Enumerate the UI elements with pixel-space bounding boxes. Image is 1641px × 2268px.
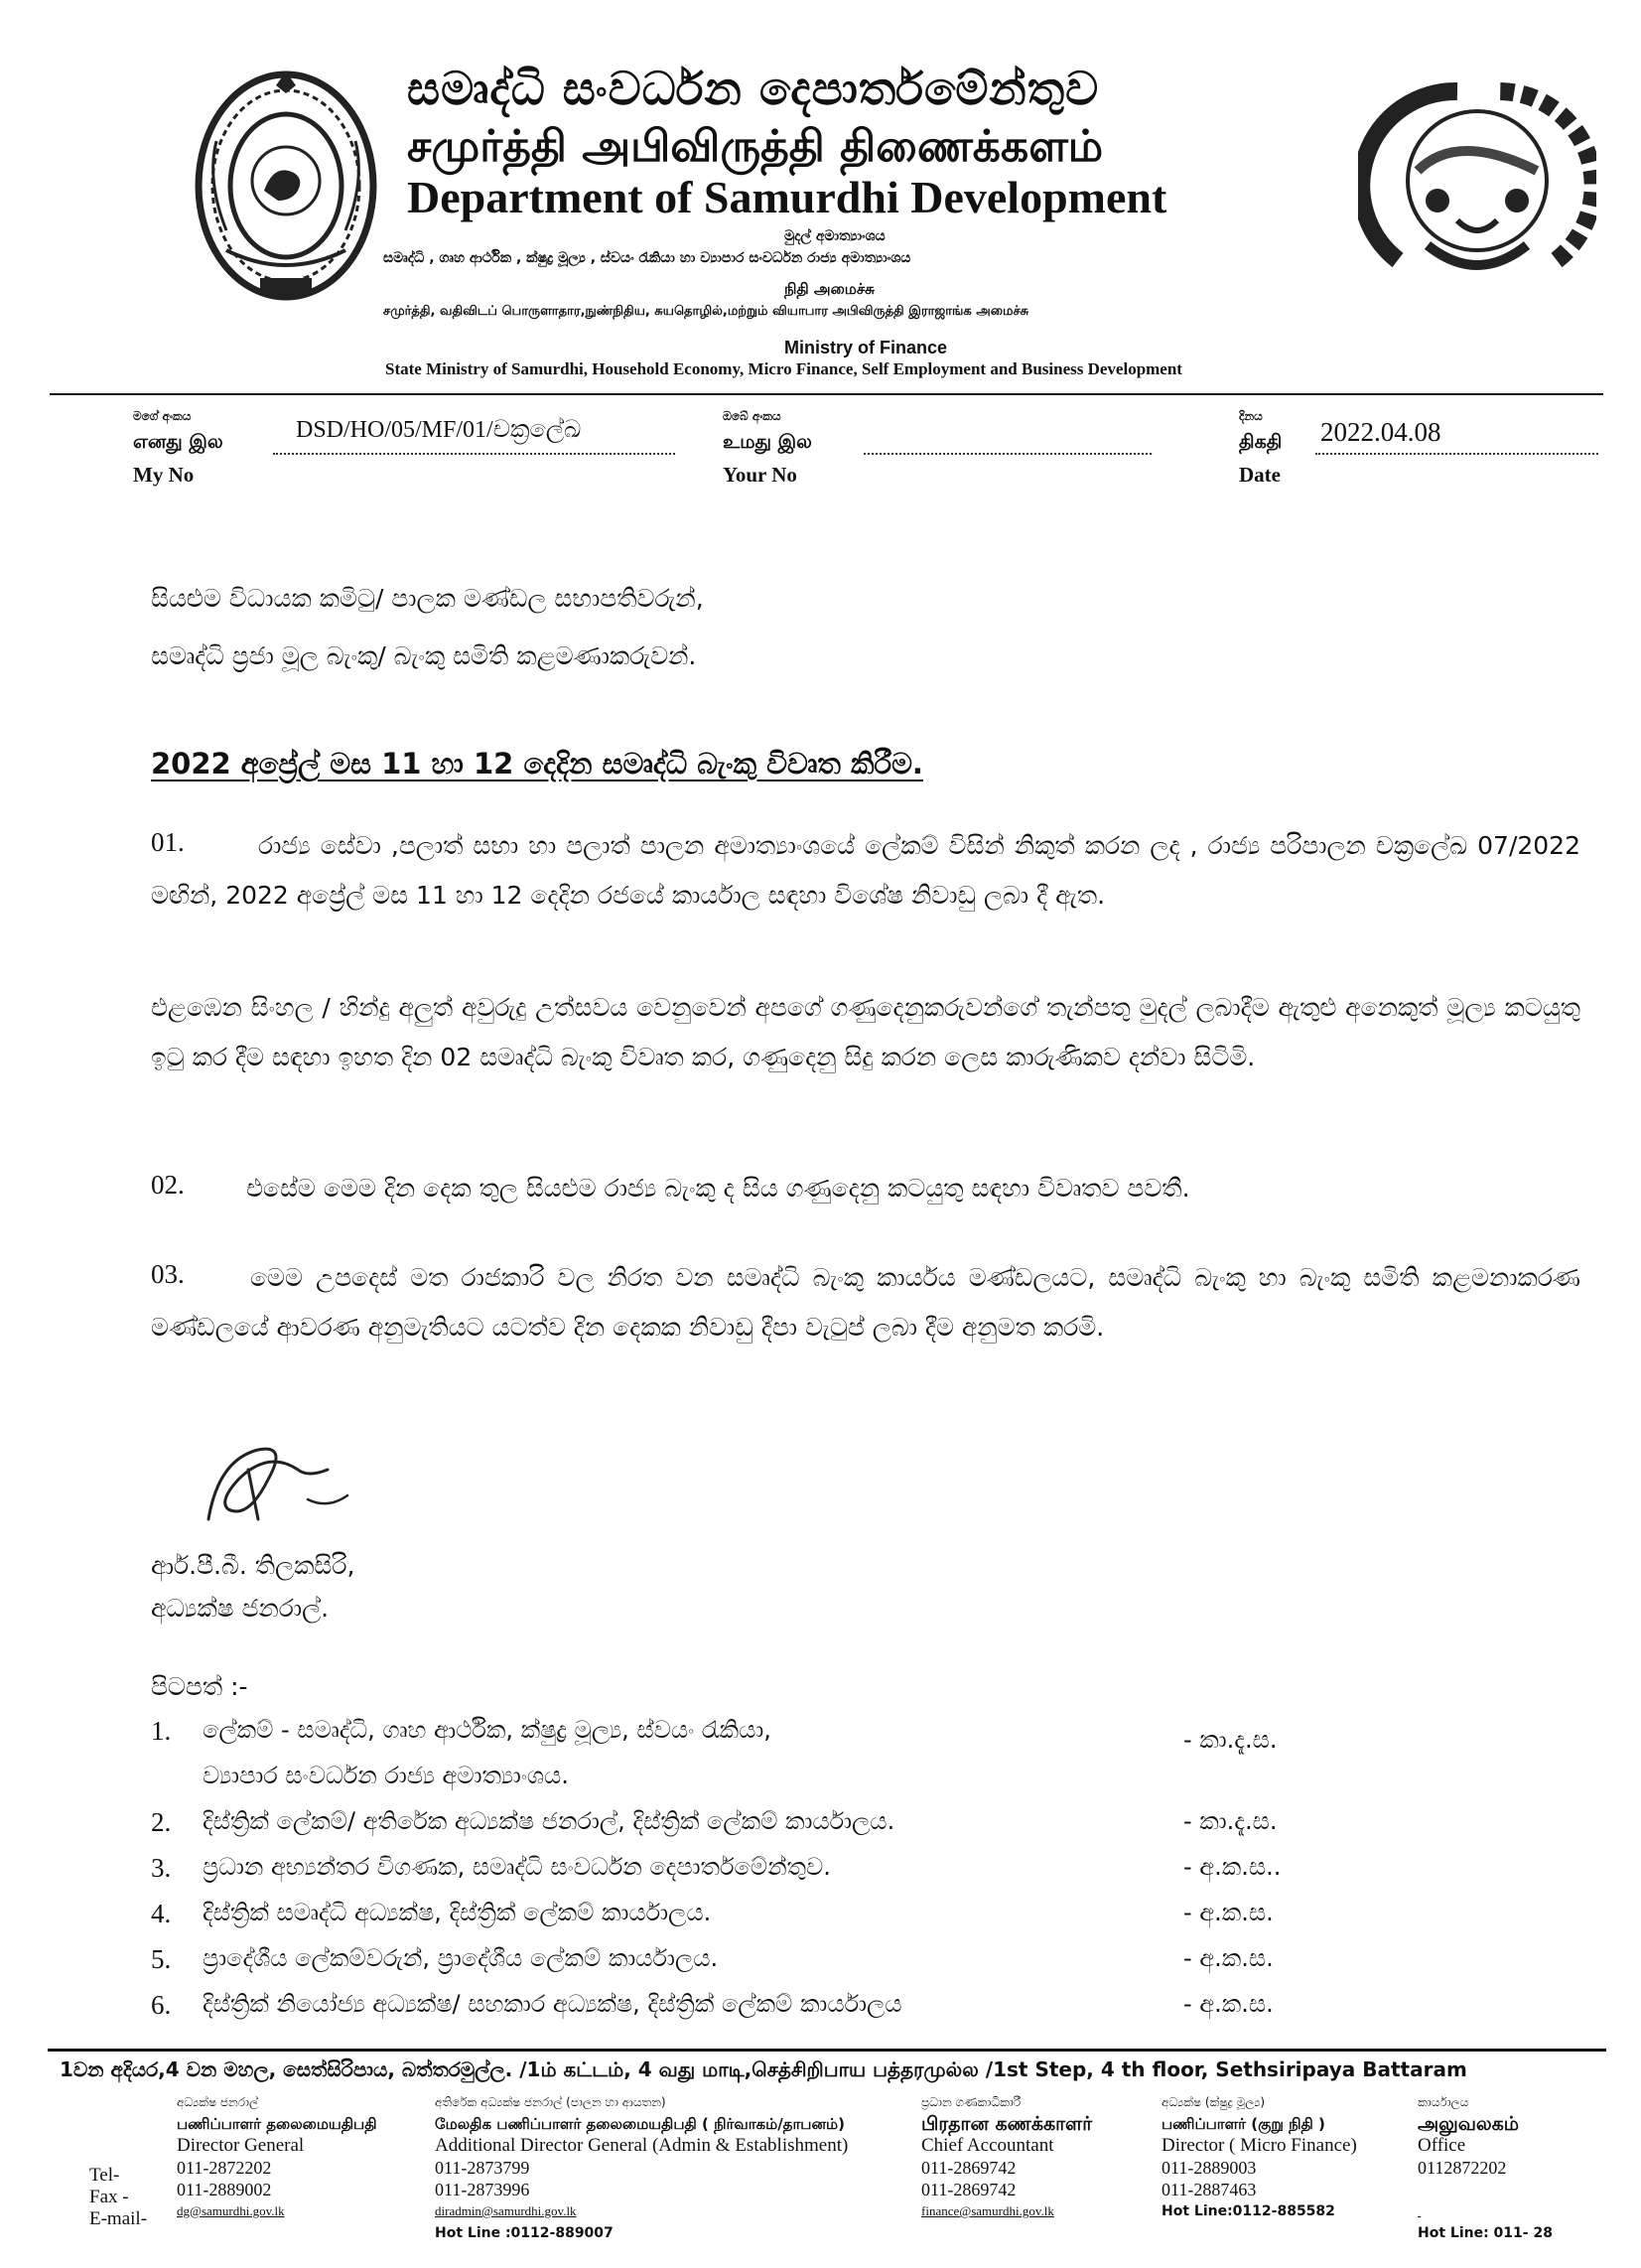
footer-contact-chief-accountant: [921, 2091, 1092, 2222]
my-no-dotted-line: [273, 453, 675, 455]
contact-hotline: Hot Line :0112-889007: [435, 2225, 614, 2241]
signatory-title: අධ්‍යක්ෂ ජනරාල්.: [151, 1594, 330, 1623]
contact-title-en: Additional Director General (Admin & Establishment): [435, 2135, 849, 2156]
copy-code: - අ.ක.ස.: [1183, 1899, 1274, 1926]
paragraph-number: 01.: [151, 827, 185, 857]
date-label-si: දිනය: [1239, 409, 1263, 423]
contact-title-si: අධ්‍යක්ෂ (ක්ෂුද්‍ර මූල්‍ය): [1162, 2095, 1266, 2109]
my-no-label-en: My No: [133, 463, 195, 487]
your-no-dotted-line: [864, 453, 1152, 455]
contact-title-si: කාර්යාලය: [1418, 2095, 1469, 2109]
header-title-sinhala: සමෘද්ධි සංවර්ධන දෙපාර්තමේන්තුව: [407, 62, 1100, 115]
my-no-value: DSD/HO/05/MF/01/චක්‍රලේඛ: [296, 417, 582, 443]
copy-code: - අ.ක.ස..: [1183, 1853, 1282, 1881]
contact-title-ta: அலுவலகம்: [1418, 2113, 1520, 2135]
contact-tel: 011-2873799: [435, 2158, 530, 2178]
paragraph-number: 02.: [151, 1170, 185, 1200]
state-ministry-english: State Ministry of Samurdhi, Household Economy, Micro Finance, Self Employment and Business Development: [385, 359, 1182, 378]
contact-title-si: අධ්‍යක්ෂ ජනරාල්: [177, 2095, 259, 2109]
footer-contact-director-general: [177, 2091, 377, 2222]
copy-recipient: ප්‍රධාන අභ්‍යන්තර විගණක, සමෘද්ධි සංවර්ධන දෙපාර්තමේන්තුව.: [203, 1853, 831, 1881]
header-divider: [50, 393, 1603, 395]
ministry-sinhala: මුදල් අමාත්‍යාංශය: [784, 228, 886, 244]
signatory-name: ආර්.පී.බී. තිලකසිරි,: [151, 1551, 355, 1580]
copy-code: - අ.ක.ස.: [1183, 1990, 1274, 2018]
your-no-label-ta: உமது இல: [723, 431, 812, 453]
contact-title-ta: பணிப்பாளர் தலைமையதிபதி: [177, 2115, 377, 2133]
paragraph-1b: එළඹෙන සිංහල / හින්දු අලුත් අවුරුදු උත්සවය වෙනුවෙන් අපගේ ගණුදෙනුකරුවන්ගේ තැන්පතු මුදල් ලබාදීම ඇතුළු අනෙකුත් මූල්‍ය කටයුතු ඉටු කර දීම සඳහා ඉහත දින 02 සමෘද්ධි බැංකු විවෘත කර, ගණුදෙනු සිදු කරන ලෙස කාරුණිකව දන්වා සිටිමි.: [151, 993, 1580, 1071]
samurdhi-logo: [1358, 62, 1596, 300]
paragraph-1: රාජ්‍ය සේවා ,පලාත් සභා හා පලාත් පාලන අමාත්‍යාංශයේ ලේකම් විසින් නිකුත් කරන ලද , රාජ්‍ය පරිපාලන චක්‍රලේඛ 07/2022 මඟින්, 2022 අප්‍රේල් මස 11 හා 12 දෙදින රජයේ කාර්යාල සඳහා විශේෂ නිවාඩු ලබා දී ඇත.: [151, 831, 1580, 910]
copies-heading: පිටපත් :-: [151, 1672, 248, 1701]
contact-hotline: Hot Line:0112-885582: [1162, 2203, 1335, 2219]
copy-recipient: ප්‍රාදේශීය ලේකම්වරුන්, ප්‍රාදේශීය ලේකම් කාර්යාලය.: [203, 1944, 719, 1972]
copy-number: 4.: [151, 1899, 172, 1928]
my-no-label-ta: எனது இல: [133, 431, 223, 453]
copy-number: 1.: [151, 1716, 172, 1746]
contact-title-en: Office: [1418, 2135, 1466, 2156]
contact-email[interactable]: dg@samurdhi.gov.lk: [177, 2203, 285, 2218]
contact-tel: 0112872202: [1418, 2158, 1507, 2178]
government-emblem: [187, 52, 385, 310]
state-ministry-tamil: சமுர்த்தி, வதிவிடப் பொருளாதார,நுண்நிதிய, சுயதொழில்,மற்றும் வியாபார அபிவிருத்தி இராஜாங்க அமைச்சு: [383, 304, 1029, 319]
footer-contact-additional-director-general: [435, 2091, 848, 2244]
email-label: E-mail-: [89, 2208, 148, 2229]
copy-recipient-line-2: ව්‍යාපාර සංවර්ධන රාජ්‍ය අමාත්‍යාංශය.: [203, 1762, 569, 1789]
paragraph-3: මෙම උපදෙස් මත රාජකාරි වල නිරත වන සමෘද්ධි බැංකු කාර්යය මණ්ඩලයට, සමෘද්ධි බැංකු හා බැංකු සමිති කළමනාකරණ මණ්ඩලයේ ආවරණ අනුමැතියට යටත්ව දින දෙකක නිවාඩු දීපා වැටුප් ලබා දීම අනුමත කරමි.: [151, 1263, 1580, 1342]
contact-fax: 011-2889002: [177, 2180, 272, 2199]
state-ministry-sinhala: සමෘද්ධි , ගෘහ ආර්ථික , ක්ෂුද්‍ර මූල්‍ය , ස්වයං රැකියා හා ව්‍යාපාර සංවර්ධන රාජ්‍ය අමාත්‍යාංශය: [383, 250, 911, 266]
contact-email[interactable]: diradmin@samurdhi.gov.lk: [435, 2203, 577, 2218]
tel-label: Tel-: [89, 2165, 120, 2186]
header-title-english: Department of Samurdhi Development: [407, 172, 1167, 222]
date-label-ta: திகதி: [1239, 431, 1283, 453]
date-dotted-line: [1315, 453, 1598, 455]
contact-title-ta: மேலதிக பணிப்பாளர் தலைமையதிபதி ( நிர்வாகம்/தாபனம்): [435, 2115, 845, 2133]
contact-fax: [1418, 2179, 1553, 2200]
contact-title-ta: பிரதான கணக்காளர்: [921, 2113, 1093, 2135]
contact-tel: 011-2869742: [921, 2158, 1017, 2178]
date-value: 2022.04.08: [1320, 417, 1441, 447]
copy-recipient: දිස්ත්‍රික් ලේකම්/ අතිරේක අධ්‍යක්ෂ ජනරාල්, දිස්ත්‍රික් ලේකම් කාර්යාලය.: [203, 1807, 895, 1835]
contact-title-si: අතිරේක අධ්‍යක්ෂ ජනරාල් (පාලන හා ආයතන): [435, 2095, 666, 2109]
your-no-label-en: Your No: [723, 463, 797, 487]
paragraph-2: එසේම මෙම දින දෙක තුල සියළුම රාජ්‍ය බැංකු ද සිය ගණුදෙනු කටයුතු සඳහා විවෘතව පවතී.: [246, 1174, 1190, 1203]
copy-recipient: දිස්ත්‍රික් නියෝජ්‍ය අධ්‍යක්ෂ/ සහකාර අධ්‍යක්ෂ, දිස්ත්‍රික් ලේකම් කාර්යාලය: [203, 1990, 902, 2018]
contact-fax: 011-2887463: [1162, 2180, 1257, 2199]
contact-email[interactable]: finance@samurdhi.gov.lk: [921, 2203, 1054, 2218]
your-no-label-si: ඔබේ අංකය: [723, 409, 781, 423]
copy-recipient: ලේකම් - සමෘද්ධි, ගෘහ ආර්ථික, ක්ෂුද්‍ර මූල්‍ය, ස්වයං රැකියා,: [203, 1716, 771, 1744]
footer-contact-office: [1418, 2091, 1553, 2244]
my-no-label-si: මගේ අංකය: [133, 409, 192, 423]
contact-title-en: Chief Accountant: [921, 2135, 1054, 2156]
copy-number: 2.: [151, 1807, 172, 1837]
ministry-english: Ministry of Finance: [784, 338, 948, 357]
fax-label: Fax -: [89, 2187, 129, 2207]
contact-title-ta: பணிப்பாளர் (குறு நிதி ): [1162, 2115, 1325, 2133]
contact-fax: 011-2873996: [435, 2180, 530, 2199]
contact-tel: 011-2872202: [177, 2158, 272, 2178]
copy-code: - අ.ක.ස.: [1183, 1944, 1274, 1972]
date-label-en: Date: [1239, 463, 1281, 487]
contact-title-en: Director ( Micro Finance): [1162, 2135, 1357, 2156]
addressee-line-2: සමෘද්ධි ප්‍රජා මූල බැංකු/ බැංකු සමිති කළමණාකරුවන්.: [151, 641, 697, 670]
copy-number: 3.: [151, 1853, 172, 1883]
contact-fax: 011-2869742: [921, 2180, 1017, 2199]
copy-code: - කා.දැ.ස.: [1183, 1807, 1278, 1835]
contact-title-si: ප්‍රධාන ගණකාධිකාරී: [921, 2095, 1022, 2109]
contact-title-en: Director General: [177, 2135, 305, 2156]
footer-address: 1වන අදියර,4 වන මහල, සෙත්සිරිපාය, බත්තරමුල්ල. /1ம் கட்டம், 4 வது மாடி,செத்சிறிபாய பத்தரமுல்ல /1st Step, 4 th floor, Sethsiripaya Battaram: [60, 2057, 1467, 2081]
footer-contact-director-micro-finance: [1162, 2091, 1357, 2222]
copy-code: - කා.දැ.ස.: [1183, 1726, 1278, 1754]
footer-divider: [48, 2049, 1606, 2052]
contact-tel: 011-2889003: [1162, 2158, 1257, 2178]
copy-number: 6.: [151, 1990, 172, 2020]
copy-number: 5.: [151, 1944, 172, 1974]
signature: [189, 1430, 387, 1549]
ministry-tamil: நிதி அமைச்சு: [784, 280, 875, 298]
contact-hotline: Hot Line: 011- 28: [1418, 2225, 1553, 2241]
addressee-line-1: සියළුම විධායක කමිටු/ පාලක මණ්ඩල සභාපතිවරුන්,: [151, 584, 704, 613]
subject-heading: 2022 අප්‍රේල් මස 11 හා 12 දෙදින සමෘද්ධි බැංකු විවෘත කිරීම.: [151, 747, 923, 780]
header-title-tamil: சமுர்த்தி அபிவிருத்தி திணைக்களம்: [407, 121, 1104, 172]
paragraph-number: 03.: [151, 1259, 185, 1289]
copy-recipient: දිස්ත්‍රික් සමෘද්ධි අධ්‍යක්ෂ, දිස්ත්‍රික් ලේකම් කාර්යාලය.: [203, 1899, 712, 1926]
contact-email: [1418, 2200, 1553, 2222]
